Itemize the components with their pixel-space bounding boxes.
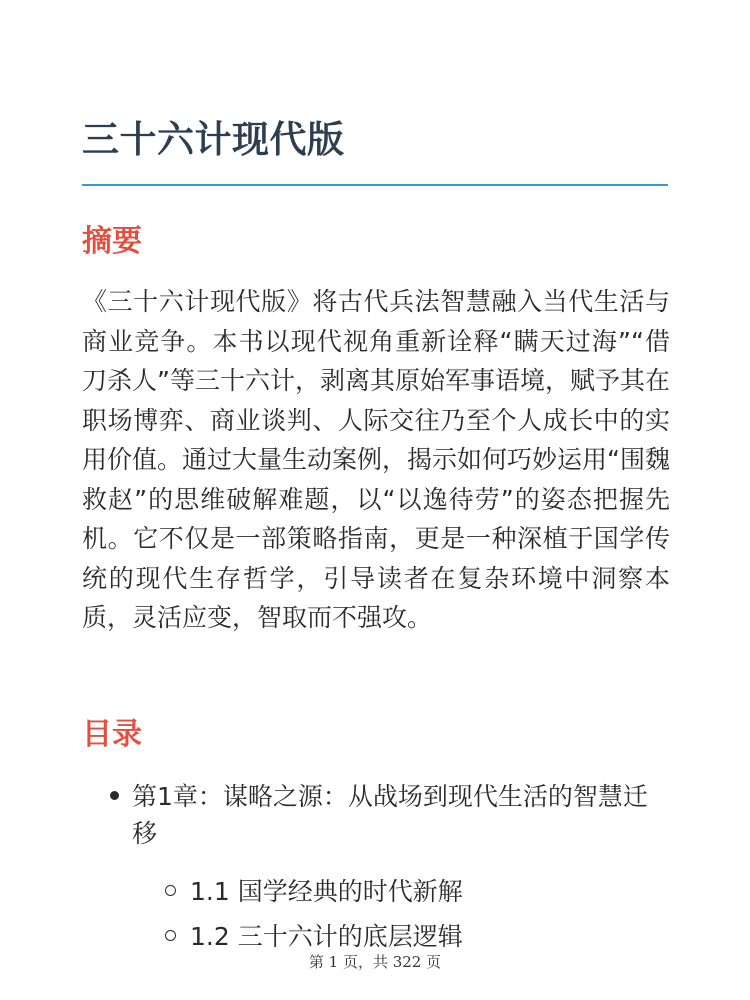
abstract-body: 《三十六计现代版》将古代兵法智慧融入当代生活与商业竞争。本书以现代视角重新诠释“瞒天过海”“借刀杀人”等三十六计，剥离其原始军事语境，赋予其在职场博弈、商业谈判、人际交往乃至个人成长中的实用价值。通过大量生动案例，揭示如何巧妙运用“围魏救赵”的思维破解难题，以“以逸待劳”的姿态把握先机。它不仅是一部策略指南，更是一种深植于国学传统的现代生存哲学，引导读者在复杂环境中洞察本质，灵活应变，智取而不强攻。	[82, 287, 670, 632]
circle-bullet-icon	[165, 930, 176, 941]
bullet-icon	[110, 791, 119, 800]
abstract-heading: 摘要	[82, 224, 142, 259]
page-number-footer: 第 1 页，共 322 页	[308, 953, 442, 971]
circle-bullet-icon	[165, 885, 176, 896]
toc-section-label: 1.2 三十六计的底层逻辑	[190, 922, 463, 951]
toc-section-1-2	[165, 915, 463, 955]
toc-section-label: 1.1 国学经典的时代新解	[190, 877, 463, 906]
title-divider	[82, 184, 668, 186]
toc-heading: 目录	[82, 717, 142, 752]
document-title: 三十六计现代版	[82, 118, 345, 161]
toc-chapter-1: 第1章：谋略之源：从战场到现代生活的智慧迁移	[132, 782, 648, 848]
toc-section-1-1	[165, 870, 463, 910]
